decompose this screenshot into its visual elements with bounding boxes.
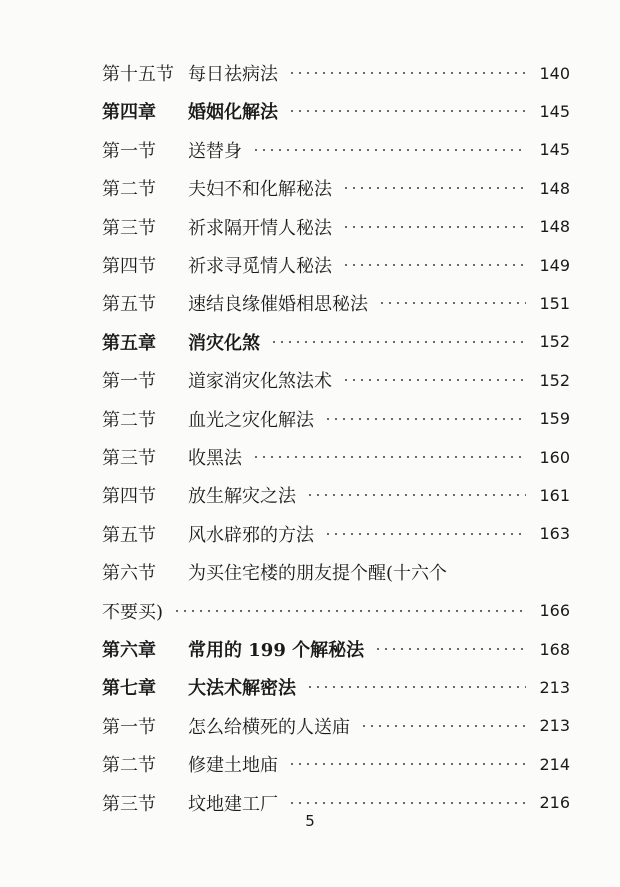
entry-title: 常用的 199 个解秘法 [188, 640, 365, 661]
entry-label: 第一节 [102, 716, 156, 738]
dot-leader [374, 648, 526, 650]
dot-leader [342, 379, 526, 381]
entry-label: 第六节 [102, 563, 156, 585]
entry-title: 坟地建工厂 [188, 793, 278, 815]
entry-title: 收黑法 [188, 448, 242, 469]
entry-label: 第一节 [102, 140, 156, 162]
dot-leader [378, 302, 526, 304]
toc-section-entry [102, 365, 570, 395]
entry-page-number: 214 [539, 754, 570, 774]
entry-title: 每日祛病法 [188, 64, 278, 85]
dot-leader [173, 610, 526, 612]
entry-page-number: 148 [539, 217, 570, 237]
entry-title: 送替身 [188, 140, 242, 162]
entry-page-number: 159 [539, 409, 570, 429]
entry-page-number: 149 [539, 255, 570, 275]
dot-leader [324, 533, 526, 535]
entry-label: 第六章 [102, 640, 156, 661]
toc-section-entry [102, 173, 570, 203]
entry-title: 夫妇不和化解秘法 [188, 179, 332, 201]
toc-section-entry [102, 442, 570, 472]
toc-section-entry [102, 404, 570, 434]
entry-label: 第五章 [102, 332, 156, 354]
toc-section-entry [102, 250, 570, 280]
entry-label: 第四节 [102, 256, 156, 277]
toc-section-entry [102, 288, 570, 318]
entry-title: 风水辟邪的方法 [188, 524, 314, 546]
entry-label: 第三节 [102, 448, 156, 469]
entry-label: 不要买) [102, 601, 164, 623]
entry-label: 第一节 [102, 371, 156, 393]
entry-page-number: 145 [539, 140, 570, 160]
toc-section-entry [102, 596, 570, 626]
toc-section-entry [102, 58, 570, 88]
entry-page-number: 168 [539, 639, 570, 659]
entry-title: 大法术解密法 [188, 678, 296, 700]
entry-page-number: 152 [539, 332, 570, 352]
entry-label: 第二节 [102, 755, 156, 777]
entry-page-number: 213 [539, 716, 570, 736]
dot-leader [342, 187, 526, 189]
toc-section-entry [102, 480, 570, 510]
toc-section-entry [102, 212, 570, 242]
toc-chapter-entry [102, 96, 570, 126]
entry-label: 第四章 [102, 102, 156, 124]
dot-leader [288, 763, 526, 765]
dot-leader [252, 149, 526, 151]
dot-leader [270, 341, 526, 343]
entry-title: 速结良缘催婚相思秘法 [188, 294, 368, 316]
entry-page-number: 140 [539, 63, 570, 83]
toc-section-entry [102, 557, 570, 587]
dot-leader [342, 226, 526, 228]
dot-leader [288, 72, 526, 74]
dot-leader [288, 110, 526, 112]
entry-page-number: 151 [539, 293, 570, 313]
page-number: 5 [305, 812, 315, 830]
entry-title: 怎么给横死的人送庙 [188, 716, 350, 738]
entry-title: 为买住宅楼的朋友提个醒(十六个 [188, 563, 448, 585]
entry-title: 血光之灾化解法 [188, 409, 314, 431]
entry-page-number: 166 [539, 601, 570, 621]
entry-title: 修建土地庙 [188, 755, 278, 777]
entry-page-number: 160 [539, 447, 570, 467]
toc-section-entry [102, 135, 570, 165]
entry-label: 第五节 [102, 524, 156, 546]
entry-title: 放生解灾之法 [188, 486, 296, 508]
entry-title: 道家消灾化煞法术 [188, 371, 332, 393]
entry-title: 祈求隔开情人秘法 [188, 217, 332, 239]
toc-chapter-entry [102, 634, 570, 664]
entry-title: 婚姻化解法 [188, 102, 278, 124]
entry-label: 第四节 [102, 486, 156, 508]
entry-label: 第五节 [102, 294, 156, 316]
toc-section-entry [102, 749, 570, 779]
entry-label: 第二节 [102, 179, 156, 201]
entry-label: 第三节 [102, 217, 156, 239]
entry-page-number: 213 [539, 677, 570, 697]
toc-section-entry [102, 519, 570, 549]
dot-leader [306, 686, 526, 688]
dot-leader [288, 802, 526, 804]
dot-leader [324, 418, 526, 420]
toc-chapter-entry [102, 327, 570, 357]
entry-title: 祈求寻觅情人秘法 [188, 256, 332, 277]
entry-label: 第七章 [102, 678, 156, 700]
entry-title: 消灾化煞 [188, 332, 260, 354]
toc-section-entry [102, 711, 570, 741]
entry-page-number: 161 [539, 485, 570, 505]
entry-page-number: 216 [539, 793, 570, 813]
entry-label: 第二节 [102, 409, 156, 431]
entry-page-number: 163 [539, 524, 570, 544]
dot-leader [306, 494, 526, 496]
entry-label: 第十五节 [102, 64, 174, 85]
dot-leader [360, 725, 526, 727]
entry-label: 第三节 [102, 793, 156, 815]
entry-page-number: 145 [539, 101, 570, 121]
dot-leader [342, 264, 526, 266]
toc-chapter-entry [102, 672, 570, 702]
entry-page-number: 152 [539, 370, 570, 390]
entry-page-number: 148 [539, 178, 570, 198]
dot-leader [252, 456, 526, 458]
